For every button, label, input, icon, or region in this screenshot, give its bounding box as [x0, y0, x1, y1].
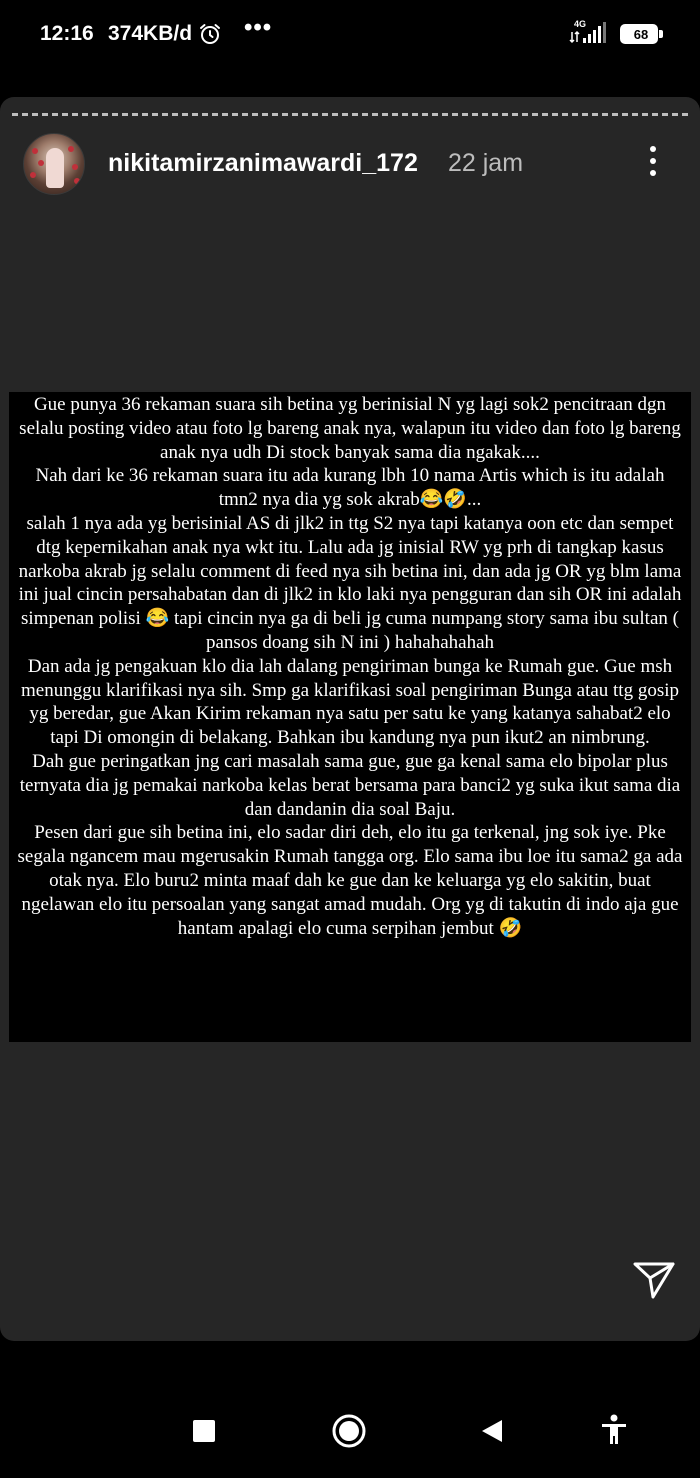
status-more-icon: •••: [244, 14, 273, 41]
story-paragraph: salah 1 nya ada yg berisinial AS di jlk2 in ttg S2 nya tapi katanya oon etc dan sempet dtg kepernikahan anak nya wkt itu. Lalu ada jg inisial RW yg prh di tangkap kasus narkoba akrab jg selalu comment di feed nya sih betina ini, dan ada jg OR yg blm lama ini jual cincin persahabatan dan di jlk2 in klo laki nya pengguran dan sih OR ini adalah simpenan polisi 😂 tapi cincin nya ga di beli jg cuma numpang story sama ibu sultan ( pansos doang sih N ini ) hahahahahah: [18, 512, 682, 653]
navigation-bar: [0, 1390, 700, 1478]
avatar-flower: [38, 160, 44, 166]
story-username[interactable]: nikitamirzanimawardi_172: [108, 149, 418, 177]
story-paragraph: Dah gue peringatkan jng cari masalah sama gue, gue ga kenal sama elo bipolar plus ternyata dia jg pemakai narkoba kelas berat bersama para banci2 yg suka ikut sama dia dan dandanin dia soal Baju.: [19, 750, 681, 820]
accessibility-icon[interactable]: [600, 1414, 628, 1446]
home-icon[interactable]: [332, 1414, 366, 1448]
status-network-speed: 374KB/d: [108, 22, 193, 45]
story-card[interactable]: [0, 97, 700, 1341]
more-dot: [650, 170, 656, 176]
avatar-figure: [46, 148, 64, 188]
story-paragraph: Pesen dari gue sih betina ini, elo sadar diri deh, elo itu ga terkenal, jng sok iye. Pke segala ngancem mau mgerusakin Rumah tangga org. Elo sama ibu loe itu sama2 ga ada otak nya. Elo buru2 minta maaf dah ke gue dan ke keluarga yg elo sakitin, buat ngelawan elo itu persoalan yang sangat amad mudah. Org yg di takutin di indo aja gue hantam apalagi elo cuma serpihan jembut 🤣: [17, 822, 683, 939]
story-paragraph: Gue punya 36 rekaman suara sih betina yg berinisial N yg lagi sok2 pencitraan dgn selalu posting video atau foto lg bareng anak nya, walapun itu video dan foto lg bareng anak nya udh Di stock banyak sama dia ngakak....: [19, 394, 681, 463]
story-time-ago: 22 jam: [448, 149, 524, 177]
avatar-flower: [72, 164, 78, 170]
network-type-label: 4G: [574, 19, 587, 29]
avatar-flower: [68, 146, 74, 152]
status-bar: [0, 0, 700, 70]
avatar-flower: [32, 148, 38, 154]
signal-icon: [568, 18, 610, 46]
recents-icon[interactable]: [193, 1420, 215, 1442]
alarm-icon: [198, 22, 222, 46]
battery-icon: [620, 24, 664, 44]
story-paragraph: Nah dari ke 36 rekaman suara itu ada kurang lbh 10 nama Artis which is itu adalah tmn2 nya dia yg sok akrab😂🤣...: [35, 465, 665, 511]
more-dot: [650, 146, 656, 152]
avatar[interactable]: [23, 133, 85, 195]
battery-body: [620, 24, 658, 44]
avatar-flower: [74, 178, 80, 184]
battery-level: 68: [633, 27, 649, 42]
back-icon[interactable]: [480, 1418, 504, 1444]
story-paragraph: Dan ada jg pengakuan klo dia lah dalang pengiriman bunga ke Rumah gue. Gue msh menunggu klarifikasi nya sih. Smp ga klarifikasi soal pengiriman Bunga atau ttg gosip yg beredar, gue Akan Kirim rekaman nya satu per satu ke yang katanya sahabat2 elo tapi Di omongin di belakang. Bahkan ibu kandung nya pun ikut2 an nimbrung.: [20, 655, 680, 749]
more-dot: [650, 158, 656, 164]
status-time: 12:16: [40, 22, 94, 45]
more-vertical-icon[interactable]: [640, 143, 666, 179]
story-progress-bar: [12, 113, 688, 116]
avatar-flower: [30, 172, 36, 178]
story-text-image: [9, 392, 691, 1042]
story-text: [15, 392, 685, 940]
battery-tip: [659, 30, 663, 38]
send-icon[interactable]: [632, 1257, 676, 1301]
